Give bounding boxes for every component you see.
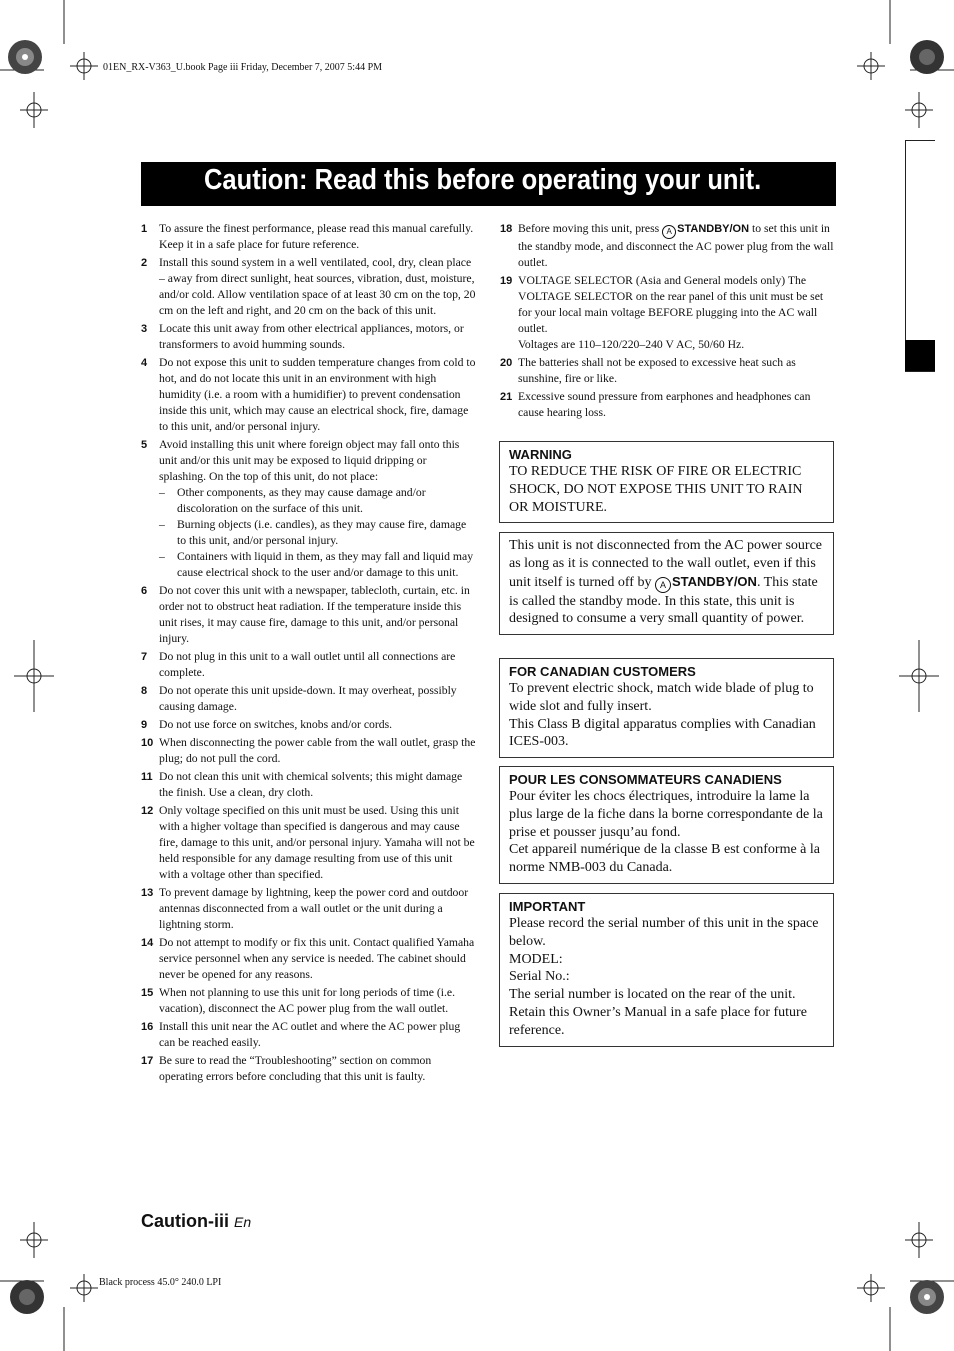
warning-box	[499, 441, 834, 523]
canadian-title: FOR CANADIAN CUSTOMERS	[509, 664, 696, 679]
list-item: 13 To prevent damage by lightning, keep the power cord and outdoor antennas disconnected from a wall outlet or the unit during a lightning storm.	[141, 886, 469, 931]
list-item: 17 Be sure to read the “Troubleshooting” section on common operating errors before concluding that this unit is faulty.	[141, 1054, 432, 1083]
list-item: 19 VOLTAGE SELECTOR (Asia and General models only) The VOLTAGE SELECTOR on the rear panel of this unit must be set for your local main voltage BEFORE plugging into the AC wall outlet. Voltages are 110–120/220–240 V AC, 50/60 Hz.	[500, 274, 824, 351]
list-item: 7 Do not plug in this unit to a wall outlet until all connections are complete.	[141, 650, 456, 679]
list-item: 9 Do not use force on switches, knobs and/or cords.	[141, 718, 393, 731]
sub-item: – Other components, as they may cause damage and/or discoloration on the surface of this unit.	[159, 486, 426, 515]
print-header: 01EN_RX-V363_U.book Page iii Friday, December 7, 2007 5:44 PM	[103, 62, 383, 73]
sub-item: – Containers with liquid in them, as they may fall and liquid may cause electrical shock to the user and/or damage to this unit.	[159, 550, 474, 579]
model-field: MODEL:	[509, 951, 563, 967]
side-tab-marker	[905, 340, 935, 371]
standby-key-label: STANDBY/ON	[677, 223, 750, 235]
list-item: 21 Excessive sound pressure from earphones and headphones can cause hearing loss.	[500, 390, 811, 419]
list-item: 18 Before moving this unit, press A STANDBY/ON to set this unit in the standby mode, and disconnect the AC power plug from the wall outlet.	[500, 222, 834, 269]
function-button-icon: A	[662, 225, 676, 239]
side-tab	[905, 140, 935, 372]
function-button-icon: A	[655, 577, 671, 593]
caution-list-right	[500, 221, 836, 423]
list-item: 12 Only voltage specified on this unit must be used. Using this unit with a higher voltage than specified is dangerous and may cause fire, damage to this unit, and/or personal injury. Yamaha will not be held responsible for any damage resulting from use of this unit with a voltage other than specified.	[141, 804, 475, 881]
important-box: IMPORTANT Please record the serial number of this unit in the space below. MODEL: Serial No.: The serial number is located on the rear of the unit. Retain this Owner’s Manual in a safe place for future reference.	[499, 893, 834, 1047]
list-item: 14 Do not attempt to modify or fix this unit. Contact qualified Yamaha service personnel when any service is needed. The cabinet should never be opened for any reasons.	[141, 936, 475, 981]
list-item: 10 When disconnecting the power cable from the wall outlet, grasp the plug; do not pull the cord.	[141, 736, 476, 765]
list-item: 16 Install this unit near the AC outlet and where the AC power plug can be reached easily.	[141, 1020, 461, 1049]
standby-key-label: STANDBY/ON	[671, 573, 757, 589]
page-footer	[141, 1211, 251, 1232]
page-number: Caution-iii	[141, 1211, 229, 1231]
list-item: 1 To assure the finest performance, please read this manual carefully. Keep it in a safe place for future reference.	[141, 222, 474, 251]
page-title: Caution: Read this before operating your unit.	[204, 164, 762, 196]
important-title: IMPORTANT	[509, 899, 586, 914]
canadian-box: FOR CANADIAN CUSTOMERS To prevent electric shock, match wide blade of plug to wide slot and fully insert. This Class B digital apparatus complies with Canadian ICES-003.	[499, 658, 834, 758]
list-item: 11 Do not clean this unit with chemical solvents; this might damage the finish. Use a clean, dry cloth.	[141, 770, 463, 799]
title-banner	[141, 162, 836, 206]
list-item: 20 The batteries shall not be exposed to excessive heat such as sunshine, fire or like.	[500, 356, 796, 385]
serial-field: Serial No.:	[509, 969, 570, 985]
caution-list-left	[141, 221, 476, 1087]
warning-text: TO REDUCE THE RISK OF FIRE OR ELECTRIC SHOCK, DO NOT EXPOSE THIS UNIT TO RAIN OR MOISTURE.	[509, 464, 803, 515]
list-item: 6 Do not cover this unit with a newspaper, tablecloth, curtain, etc. in order not to obstruct heat radiation. If the temperature inside this unit rises, it may cause fire, damage to this unit, and/or personal injury.	[141, 584, 470, 645]
print-footer: Black process 45.0° 240.0 LPI	[99, 1277, 222, 1288]
standby-box: This unit is not disconnected from the AC power source as long as it is connected to the wall outlet, even if this unit itself is turned off by A STANDBY/ON. This state is called the standby mode. In this state, this unit is designed to consume a very small quantity of power.	[499, 532, 834, 635]
list-item: 5 Avoid installing this unit where foreign object may fall onto this unit and/or this unit may be exposed to liquid dripping or splashing. On the top of this unit, do not place: – Other components, as they may cause damage and/or discoloration on the surface of this unit. – Burning objects (i.e. candles), as they may cause fire, damage to this unit, and/or personal injury. – Containers with liquid in them, as they may fall and liquid may cause electrical shock to the user and/or damage to this unit.	[141, 437, 476, 581]
list-item: 4 Do not expose this unit to sudden temperature changes from cold to hot, and do not locate this unit in an environment with high humidity (i.e. a room with a humidifier) to prevent condensation inside this unit, which may cause an electrical shock, fire, damage to this unit, and/or personal injury.	[141, 356, 476, 433]
warning-title: WARNING	[509, 447, 572, 462]
list-item: 2 Install this sound system in a well ventilated, cool, dry, clean place – away from direct sunlight, heat sources, vibration, dust, moisture, and/or cold. Allow ventilation space of at least 30 cm on the top, 20 cm on the left and right, and 20 cm on the back of this unit.	[141, 256, 476, 317]
sub-item: – Burning objects (i.e. candles), as they may cause fire, damage to this unit, and/or personal injury.	[159, 518, 467, 547]
canadiens-title: POUR LES CONSOMMATEURS CANADIENS	[509, 772, 782, 787]
list-item: 15 When not planning to use this unit for long periods of time (i.e. vacation), disconnect the AC power plug from the wall outlet.	[141, 986, 456, 1015]
language-tag: En	[234, 1214, 252, 1230]
list-item: 3 Locate this unit away from other electrical appliances, motors, or transformers to avoid humming sounds.	[141, 322, 464, 351]
list-item: 8 Do not operate this unit upside-down. It may overheat, possibly causing damage.	[141, 684, 457, 713]
canadiens-box: POUR LES CONSOMMATEURS CANADIENS Pour éviter les chocs électriques, introduire la lame la plus large de la fiche dans la borne correspondante de la prise et pousser jusqu’au fond. Cet appareil numérique de la classe B est conforme à la norme NMB-003 du Canada.	[499, 766, 834, 884]
